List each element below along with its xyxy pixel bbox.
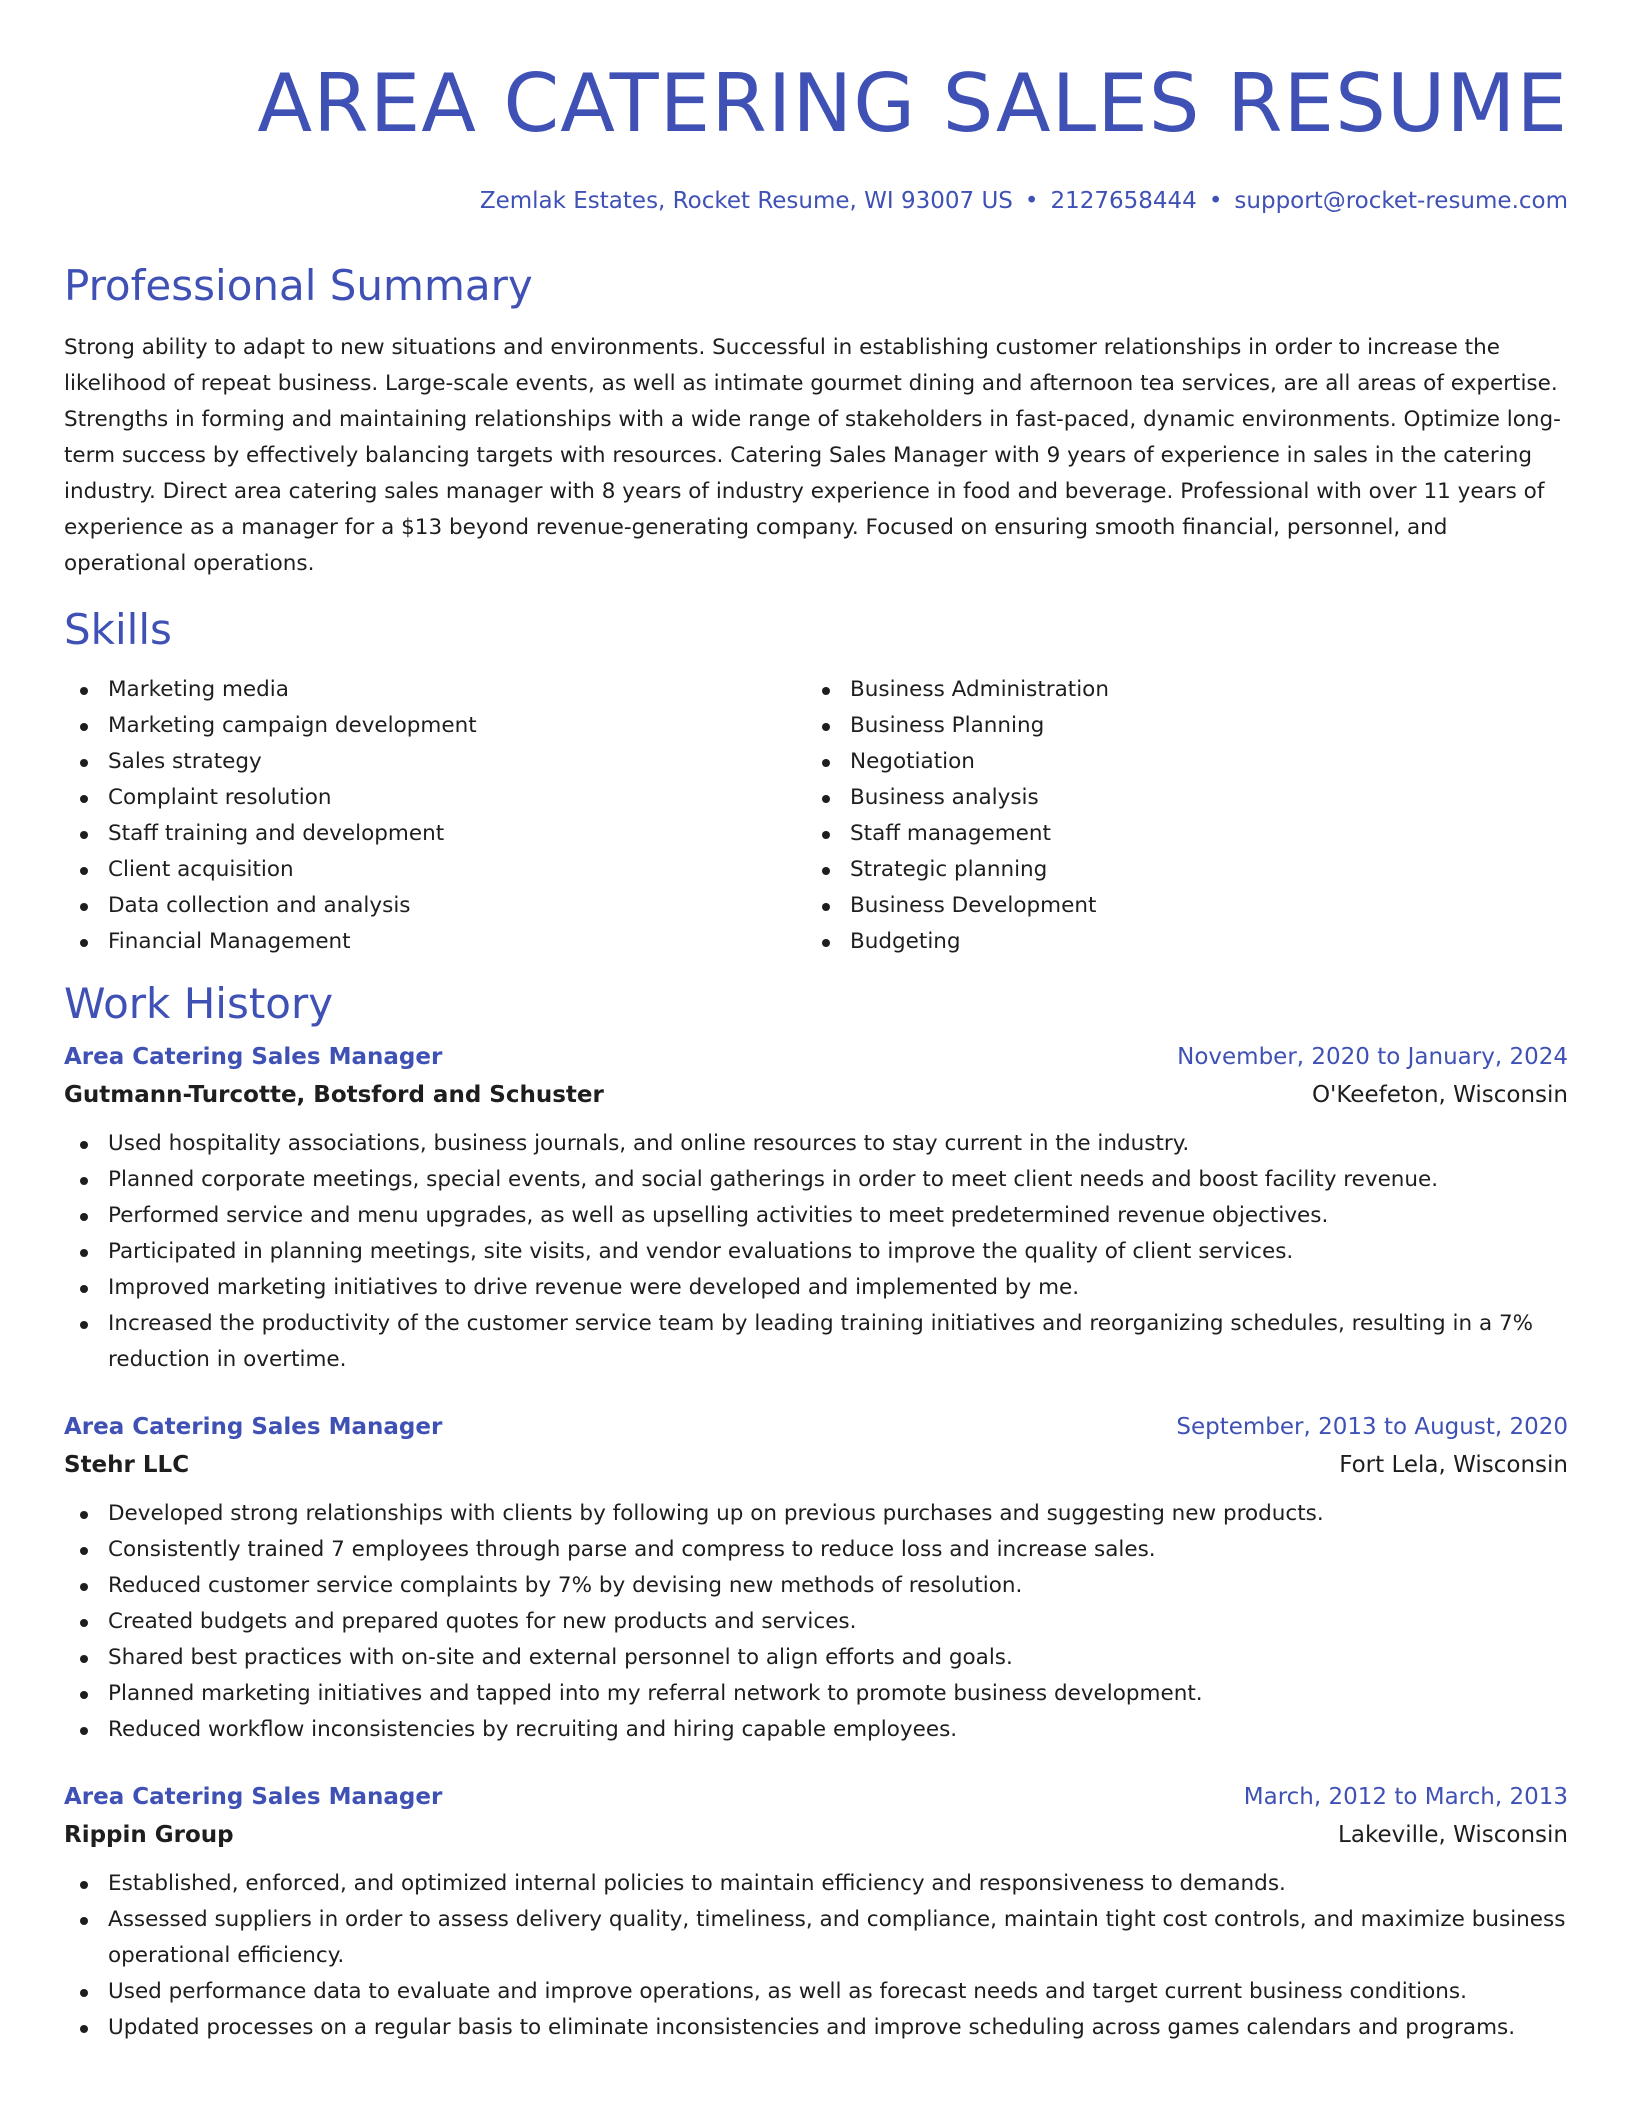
job-bullet: Used performance data to evaluate and improve operations, as well as forecast needs and target current business conditions.: [64, 1974, 1568, 2010]
skill-item: Complaint resolution: [64, 780, 806, 816]
skill-item: Sales strategy: [64, 744, 806, 780]
job-location: Fort Lela, Wisconsin: [1339, 1452, 1568, 1478]
job-bullet: Participated in planning meetings, site visits, and vendor evaluations to improve the quality of client services.: [64, 1234, 1568, 1270]
skill-item: Financial Management: [64, 924, 806, 960]
skill-item: Business Planning: [806, 708, 1548, 744]
job-bullet: Increased the productivity of the customer service team by leading training initiatives and reorganizing schedules, resulting in a 7% reduction in overtime.: [64, 1306, 1568, 1378]
job-bullet: Reduced workflow inconsistencies by recruiting and hiring capable employees.: [64, 1712, 1568, 1748]
skill-item: Business Development: [806, 888, 1548, 924]
job-bullets: [64, 1866, 1568, 2046]
skill-item: Marketing campaign development: [64, 708, 806, 744]
contact-address: Zemlak Estates, Rocket Resume, WI 93007 US: [479, 188, 1013, 214]
skill-item: Business Administration: [806, 672, 1548, 708]
summary-heading: Professional Summary: [64, 261, 533, 310]
job-bullet: Consistently trained 7 employees through parse and compress to reduce loss and increase sales.: [64, 1532, 1568, 1568]
job-title: Area Catering Sales Manager: [64, 1044, 443, 1070]
skills-heading: Skills: [64, 605, 172, 654]
skill-item: Negotiation: [806, 744, 1548, 780]
job-bullet: Developed strong relationships with clients by following up on previous purchases and suggesting new products.: [64, 1496, 1568, 1532]
contact-separator: •: [1208, 188, 1223, 214]
job-bullet: Planned corporate meetings, special events, and social gatherings in order to meet client needs and boost facility revenue.: [64, 1162, 1568, 1198]
job-company: Stehr LLC: [64, 1452, 190, 1478]
job-subheader: [64, 1076, 1568, 1114]
job-dates: November, 2020 to January, 2024: [1177, 1044, 1568, 1070]
job-dates: September, 2013 to August, 2020: [1176, 1414, 1568, 1440]
skill-item: Budgeting: [806, 924, 1548, 960]
job-bullet: Established, enforced, and optimized internal policies to maintain efficiency and responsiveness to demands.: [64, 1866, 1568, 1902]
skill-item: Marketing media: [64, 672, 806, 708]
job-bullets: [64, 1496, 1568, 1748]
skill-item: Data collection and analysis: [64, 888, 806, 924]
job-bullet: Used hospitality associations, business journals, and online resources to stay current in the industry.: [64, 1126, 1568, 1162]
contact-separator: •: [1024, 188, 1039, 214]
job-entry: [64, 1410, 1568, 1748]
job-bullet: Created budgets and prepared quotes for new products and services.: [64, 1604, 1568, 1640]
job-company: Gutmann-Turcotte, Botsford and Schuster: [64, 1082, 604, 1108]
job-header: [64, 1040, 1568, 1074]
job-bullet: Improved marketing initiatives to drive revenue were developed and implemented by me.: [64, 1270, 1568, 1306]
contact-email: support@rocket-resume.com: [1234, 188, 1568, 214]
job-location: Lakeville, Wisconsin: [1338, 1822, 1568, 1848]
job-company: Rippin Group: [64, 1822, 234, 1848]
skill-item: Strategic planning: [806, 852, 1548, 888]
job-bullet: Updated processes on a regular basis to eliminate inconsistencies and improve scheduling across games calendars and programs.: [64, 2010, 1568, 2046]
skill-item: Staff training and development: [64, 816, 806, 852]
skills-column-right: [806, 672, 1548, 960]
job-bullet: Performed service and menu upgrades, as well as upselling activities to meet predetermined revenue objectives.: [64, 1198, 1568, 1234]
skills-list: [64, 672, 1568, 960]
skill-item: Client acquisition: [64, 852, 806, 888]
contact-phone: 2127658444: [1050, 188, 1197, 214]
skills-column-left: [64, 672, 806, 960]
job-entry: [64, 1780, 1568, 2046]
job-bullet: Assessed suppliers in order to assess delivery quality, timeliness, and compliance, maintain tight cost controls, and maximize business operational efficiency.: [64, 1902, 1568, 1974]
skill-item: Staff management: [806, 816, 1548, 852]
job-bullet: Shared best practices with on-site and external personnel to align efforts and goals.: [64, 1640, 1568, 1676]
job-entry: [64, 1040, 1568, 1378]
job-bullets: [64, 1126, 1568, 1378]
job-header: [64, 1780, 1568, 1814]
job-subheader: [64, 1816, 1568, 1854]
contact-line: [64, 186, 1568, 216]
resume-title: AREA CATERING SALES RESUME: [257, 57, 1568, 150]
job-header: [64, 1410, 1568, 1444]
skill-item: Business analysis: [806, 780, 1548, 816]
summary-text: Strong ability to adapt to new situations and environments. Successful in establishing customer relationships in order to increase the likelihood of repeat business. Large-scale events, as well as intimate gourmet dining and afternoon tea services, are all areas of expertise. Strengths in forming and maintaining relationships with a wide range of stakeholders in fast-paced, dynamic environments. Optimize long-term success by effectively balancing targets with resources. Catering Sales Manager with 9 years of experience in sales in the catering industry. Direct area catering sales manager with 8 years of industry experience in food and beverage. Professional with over 11 years of experience as a manager for a $13 beyond revenue-generating company. Focused on ensuring smooth financial, personnel, and operational operations.: [64, 335, 1561, 576]
job-subheader: [64, 1446, 1568, 1484]
work-history-heading: Work History: [64, 979, 334, 1028]
job-bullet: Reduced customer service complaints by 7% by devising new methods of resolution.: [64, 1568, 1568, 1604]
job-title: Area Catering Sales Manager: [64, 1784, 443, 1810]
job-bullet: Planned marketing initiatives and tapped into my referral network to promote business development.: [64, 1676, 1568, 1712]
job-title: Area Catering Sales Manager: [64, 1414, 443, 1440]
job-location: O'Keefeton, Wisconsin: [1311, 1082, 1568, 1108]
job-dates: March, 2012 to March, 2013: [1243, 1784, 1568, 1810]
